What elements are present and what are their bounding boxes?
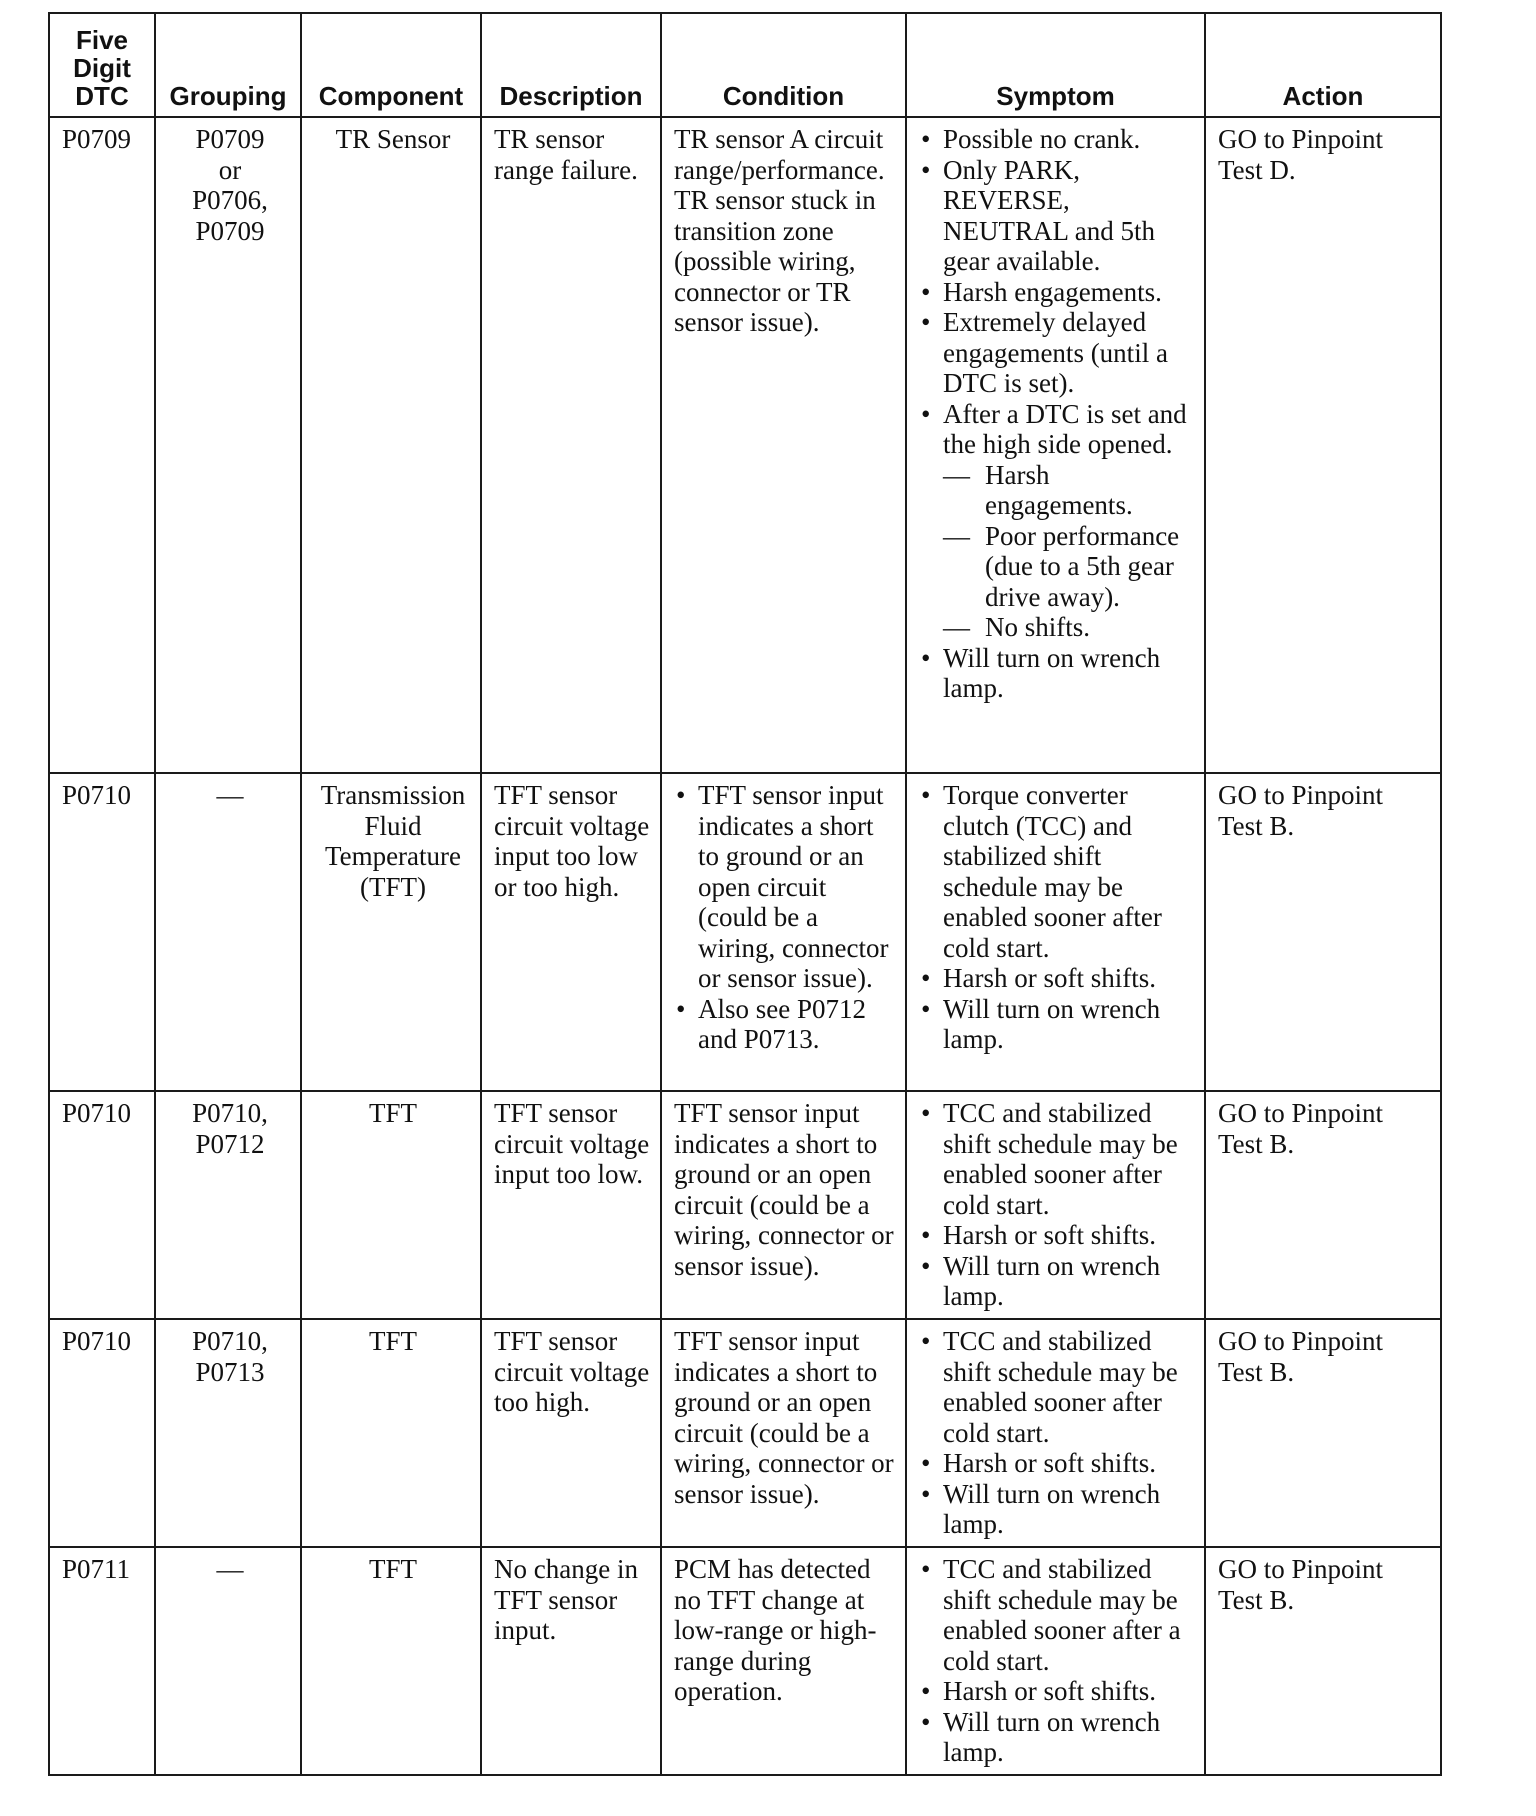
condition-cell: TR sensor A circuit range/performance. TR sensor stuck in transition zone (possible wiring, connector or TR sensor issue). bbox=[661, 117, 906, 773]
condition-list bbox=[674, 780, 897, 1055]
grouping-cell: — bbox=[155, 1547, 301, 1775]
sub-list-item: — Poor performance (due to a 5th gear drive away). bbox=[943, 521, 1196, 613]
list-item: • Possible no crank. bbox=[919, 124, 1196, 155]
list-item: • Extremely delayed engagements (until a DTC is set). bbox=[919, 307, 1196, 399]
description-cell: TFT sensor circuit voltage too high. bbox=[481, 1319, 661, 1547]
list-item: • Harsh engagements. bbox=[919, 277, 1196, 308]
table-row bbox=[49, 117, 1441, 773]
list-item: • Will turn on wrench lamp. bbox=[919, 994, 1196, 1055]
list-item: • Only PARK, REVERSE, NEUTRAL and 5th gear available. bbox=[919, 155, 1196, 277]
symptom-list bbox=[919, 780, 1196, 1055]
component-cell: TR Sensor bbox=[301, 117, 481, 773]
symptom-cell bbox=[906, 773, 1205, 1091]
symptom-list bbox=[919, 1326, 1196, 1540]
header-symptom: Symptom bbox=[906, 13, 1205, 117]
grouping-cell: P0710, P0712 bbox=[155, 1091, 301, 1319]
sub-symptom-list bbox=[943, 460, 1196, 643]
sub-list-item: — No shifts. bbox=[943, 612, 1196, 643]
action-cell: GO to Pinpoint Test B. bbox=[1205, 1091, 1441, 1319]
grouping-cell: P0710, P0713 bbox=[155, 1319, 301, 1547]
dtc-cell: P0711 bbox=[49, 1547, 155, 1775]
component-cell: TFT bbox=[301, 1547, 481, 1775]
list-item: • Will turn on wrench lamp. bbox=[919, 643, 1196, 704]
condition-cell bbox=[661, 773, 906, 1091]
component-cell: TFT bbox=[301, 1319, 481, 1547]
dtc-cell: P0709 bbox=[49, 117, 155, 773]
table-row bbox=[49, 1547, 1441, 1775]
symptom-cell bbox=[906, 1547, 1205, 1775]
table-row bbox=[49, 773, 1441, 1091]
symptom-cell bbox=[906, 1091, 1205, 1319]
condition-cell: PCM has detected no TFT change at low-range or high-range during operation. bbox=[661, 1547, 906, 1775]
grouping-cell: — bbox=[155, 773, 301, 1091]
list-item: • Torque converter clutch (TCC) and stabilized shift schedule may be enabled sooner after cold start. bbox=[919, 780, 1196, 963]
header-component: Component bbox=[301, 13, 481, 117]
action-cell: GO to Pinpoint Test D. bbox=[1205, 117, 1441, 773]
list-item: • Harsh or soft shifts. bbox=[919, 963, 1196, 994]
list-item: • TCC and stabilized shift schedule may be enabled sooner after a cold start. bbox=[919, 1554, 1196, 1676]
symptom-cell bbox=[906, 117, 1205, 773]
dtc-cell: P0710 bbox=[49, 773, 155, 1091]
table-row bbox=[49, 1319, 1441, 1547]
action-cell: GO to Pinpoint Test B. bbox=[1205, 773, 1441, 1091]
grouping-cell: P0709 or P0706, P0709 bbox=[155, 117, 301, 773]
header-dtc: Five Digit DTC bbox=[49, 13, 155, 117]
dtc-table bbox=[48, 12, 1442, 1776]
list-item: • Harsh or soft shifts. bbox=[919, 1220, 1196, 1251]
condition-cell: TFT sensor input indicates a short to ground or an open circuit (could be a wiring, connector or sensor issue). bbox=[661, 1319, 906, 1547]
list-item: • TCC and stabilized shift schedule may be enabled sooner after cold start. bbox=[919, 1326, 1196, 1448]
list-item: • After a DTC is set and the high side opened. — Harsh engagements. — Poor performance (due to a 5th gear drive away). — No shifts. bbox=[919, 399, 1196, 643]
header-condition: Condition bbox=[661, 13, 906, 117]
list-item: • TCC and stabilized shift schedule may be enabled sooner after cold start. bbox=[919, 1098, 1196, 1220]
header-description: Description bbox=[481, 13, 661, 117]
action-cell: GO to Pinpoint Test B. bbox=[1205, 1319, 1441, 1547]
action-cell: GO to Pinpoint Test B. bbox=[1205, 1547, 1441, 1775]
list-item: • Will turn on wrench lamp. bbox=[919, 1707, 1196, 1768]
header-row bbox=[49, 13, 1441, 117]
component-cell: Transmission Fluid Temperature (TFT) bbox=[301, 773, 481, 1091]
symptom-list bbox=[919, 124, 1196, 704]
description-cell: TR sensor range failure. bbox=[481, 117, 661, 773]
list-item: • TFT sensor input indicates a short to ground or an open circuit (could be a wiring, connector or sensor issue). bbox=[674, 780, 897, 994]
header-grouping: Grouping bbox=[155, 13, 301, 117]
description-cell: TFT sensor circuit voltage input too low. bbox=[481, 1091, 661, 1319]
header-action: Action bbox=[1205, 13, 1441, 117]
symptom-list bbox=[919, 1098, 1196, 1312]
component-cell: TFT bbox=[301, 1091, 481, 1319]
symptom-list bbox=[919, 1554, 1196, 1768]
description-cell: TFT sensor circuit voltage input too low or too high. bbox=[481, 773, 661, 1091]
condition-cell: TFT sensor input indicates a short to ground or an open circuit (could be a wiring, connector or sensor issue). bbox=[661, 1091, 906, 1319]
dtc-cell: P0710 bbox=[49, 1319, 155, 1547]
symptom-cell bbox=[906, 1319, 1205, 1547]
dtc-cell: P0710 bbox=[49, 1091, 155, 1319]
list-item: • Also see P0712 and P0713. bbox=[674, 994, 897, 1055]
sub-list-item: — Harsh engagements. bbox=[943, 460, 1196, 521]
list-item: • Will turn on wrench lamp. bbox=[919, 1251, 1196, 1312]
table-row bbox=[49, 1091, 1441, 1319]
list-item: • Harsh or soft shifts. bbox=[919, 1676, 1196, 1707]
description-cell: No change in TFT sensor input. bbox=[481, 1547, 661, 1775]
list-item: • Will turn on wrench lamp. bbox=[919, 1479, 1196, 1540]
list-item: • Harsh or soft shifts. bbox=[919, 1448, 1196, 1479]
